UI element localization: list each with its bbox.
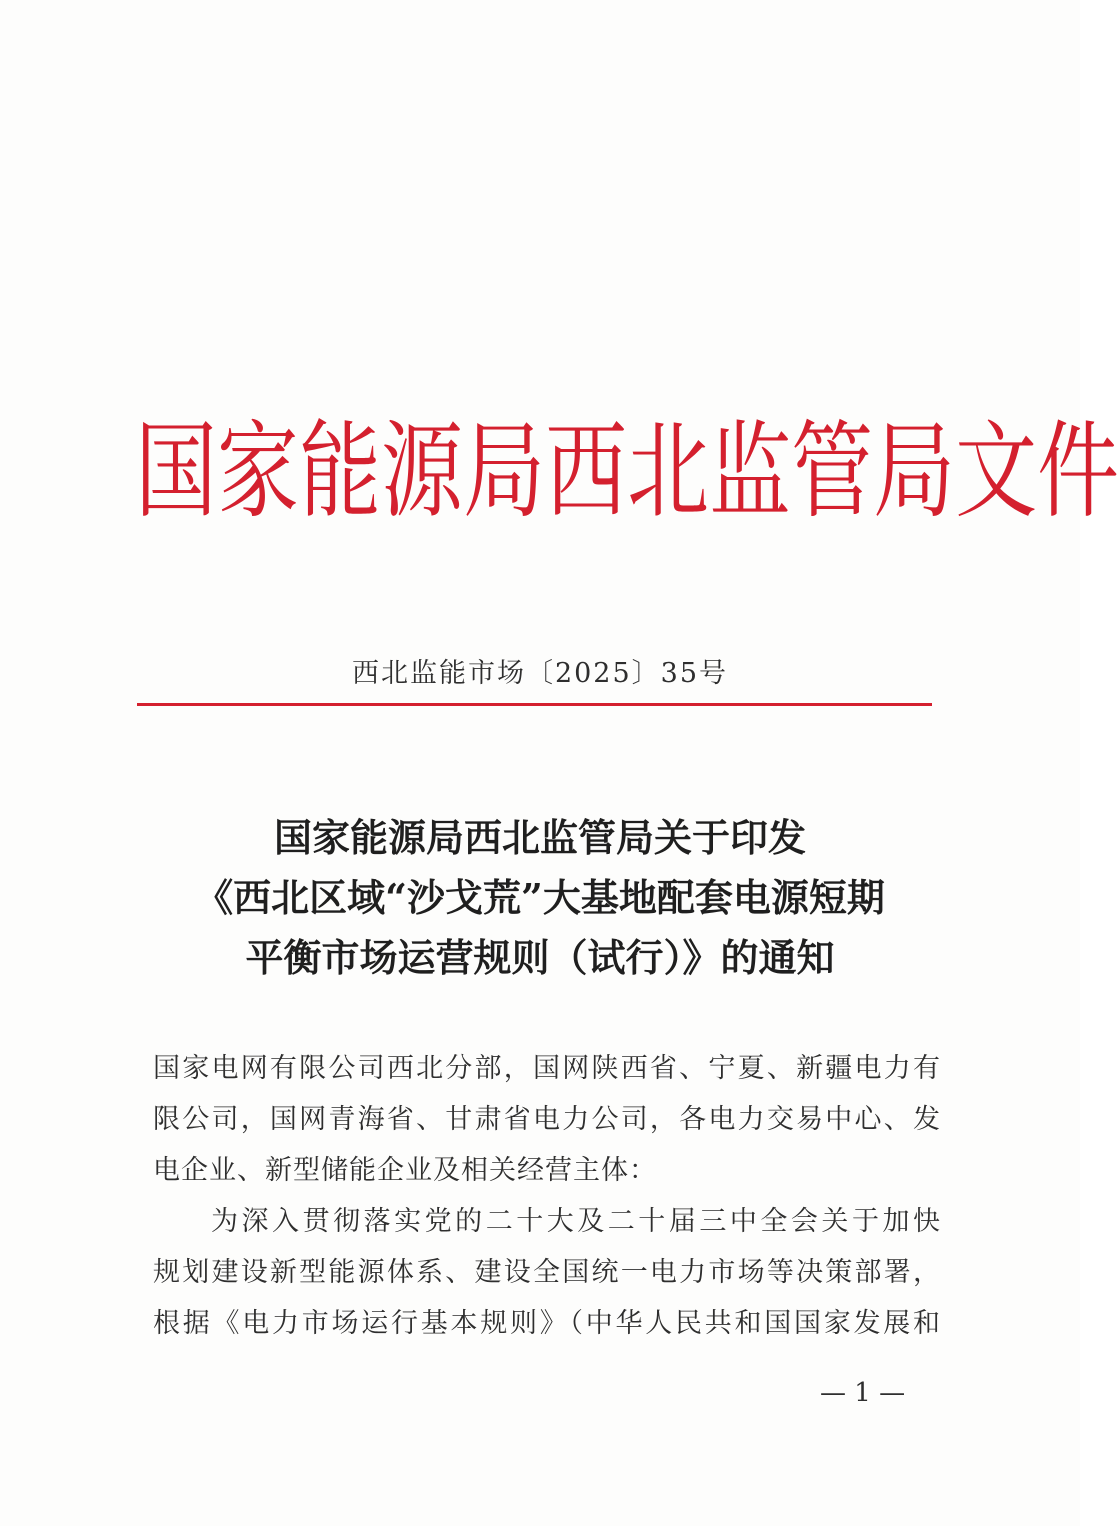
issuer-char: 文 bbox=[955, 411, 1038, 534]
body-line: 为深入贯彻落实党的二十大及二十届三中全会关于加快 bbox=[211, 1206, 941, 1237]
issuer-char: 家 bbox=[217, 411, 300, 534]
issuer-char: 源 bbox=[381, 411, 464, 534]
red-separator-line bbox=[137, 703, 932, 706]
issuer-char: 监 bbox=[709, 411, 792, 534]
issuer-header bbox=[135, 411, 1119, 534]
body-line: 国家电网有限公司西北分部，国网陕西省、宁夏、新疆电力有 bbox=[153, 1053, 941, 1084]
title-line: 平衡市场运营规则（试行）》的通知 bbox=[245, 935, 835, 980]
issuer-char: 局 bbox=[463, 411, 546, 534]
issuer-char: 件 bbox=[1037, 411, 1119, 534]
issuer-char: 局 bbox=[873, 411, 956, 534]
document-number: 西北监能市场〔2025〕35号 bbox=[351, 658, 729, 689]
page-number: — 1 — bbox=[820, 1378, 906, 1408]
title-line: 国家能源局西北监管局关于印发 bbox=[273, 815, 806, 860]
issuer-char: 国 bbox=[135, 411, 218, 534]
body-text bbox=[153, 1043, 941, 1349]
body-line: 限公司，国网青海省、甘肃省电力公司，各电力交易中心、发 bbox=[153, 1104, 941, 1135]
body-line: 电企业、新型储能企业及相关经营主体： bbox=[153, 1155, 657, 1186]
issuer-char: 能 bbox=[299, 411, 382, 534]
issuer-char: 西 bbox=[545, 411, 628, 534]
issuer-char: 管 bbox=[791, 411, 874, 534]
notice-title bbox=[100, 808, 980, 988]
body-line: 根据《电力市场运行基本规则》（中华人民共和国国家发展和 bbox=[153, 1308, 941, 1339]
body-line: 规划建设新型能源体系、建设全国统一电力市场等决策部署， bbox=[153, 1257, 941, 1288]
issuer-char: 北 bbox=[627, 411, 710, 534]
title-line: 《西北区域“沙戈荒”大基地配套电源短期 bbox=[195, 875, 885, 920]
